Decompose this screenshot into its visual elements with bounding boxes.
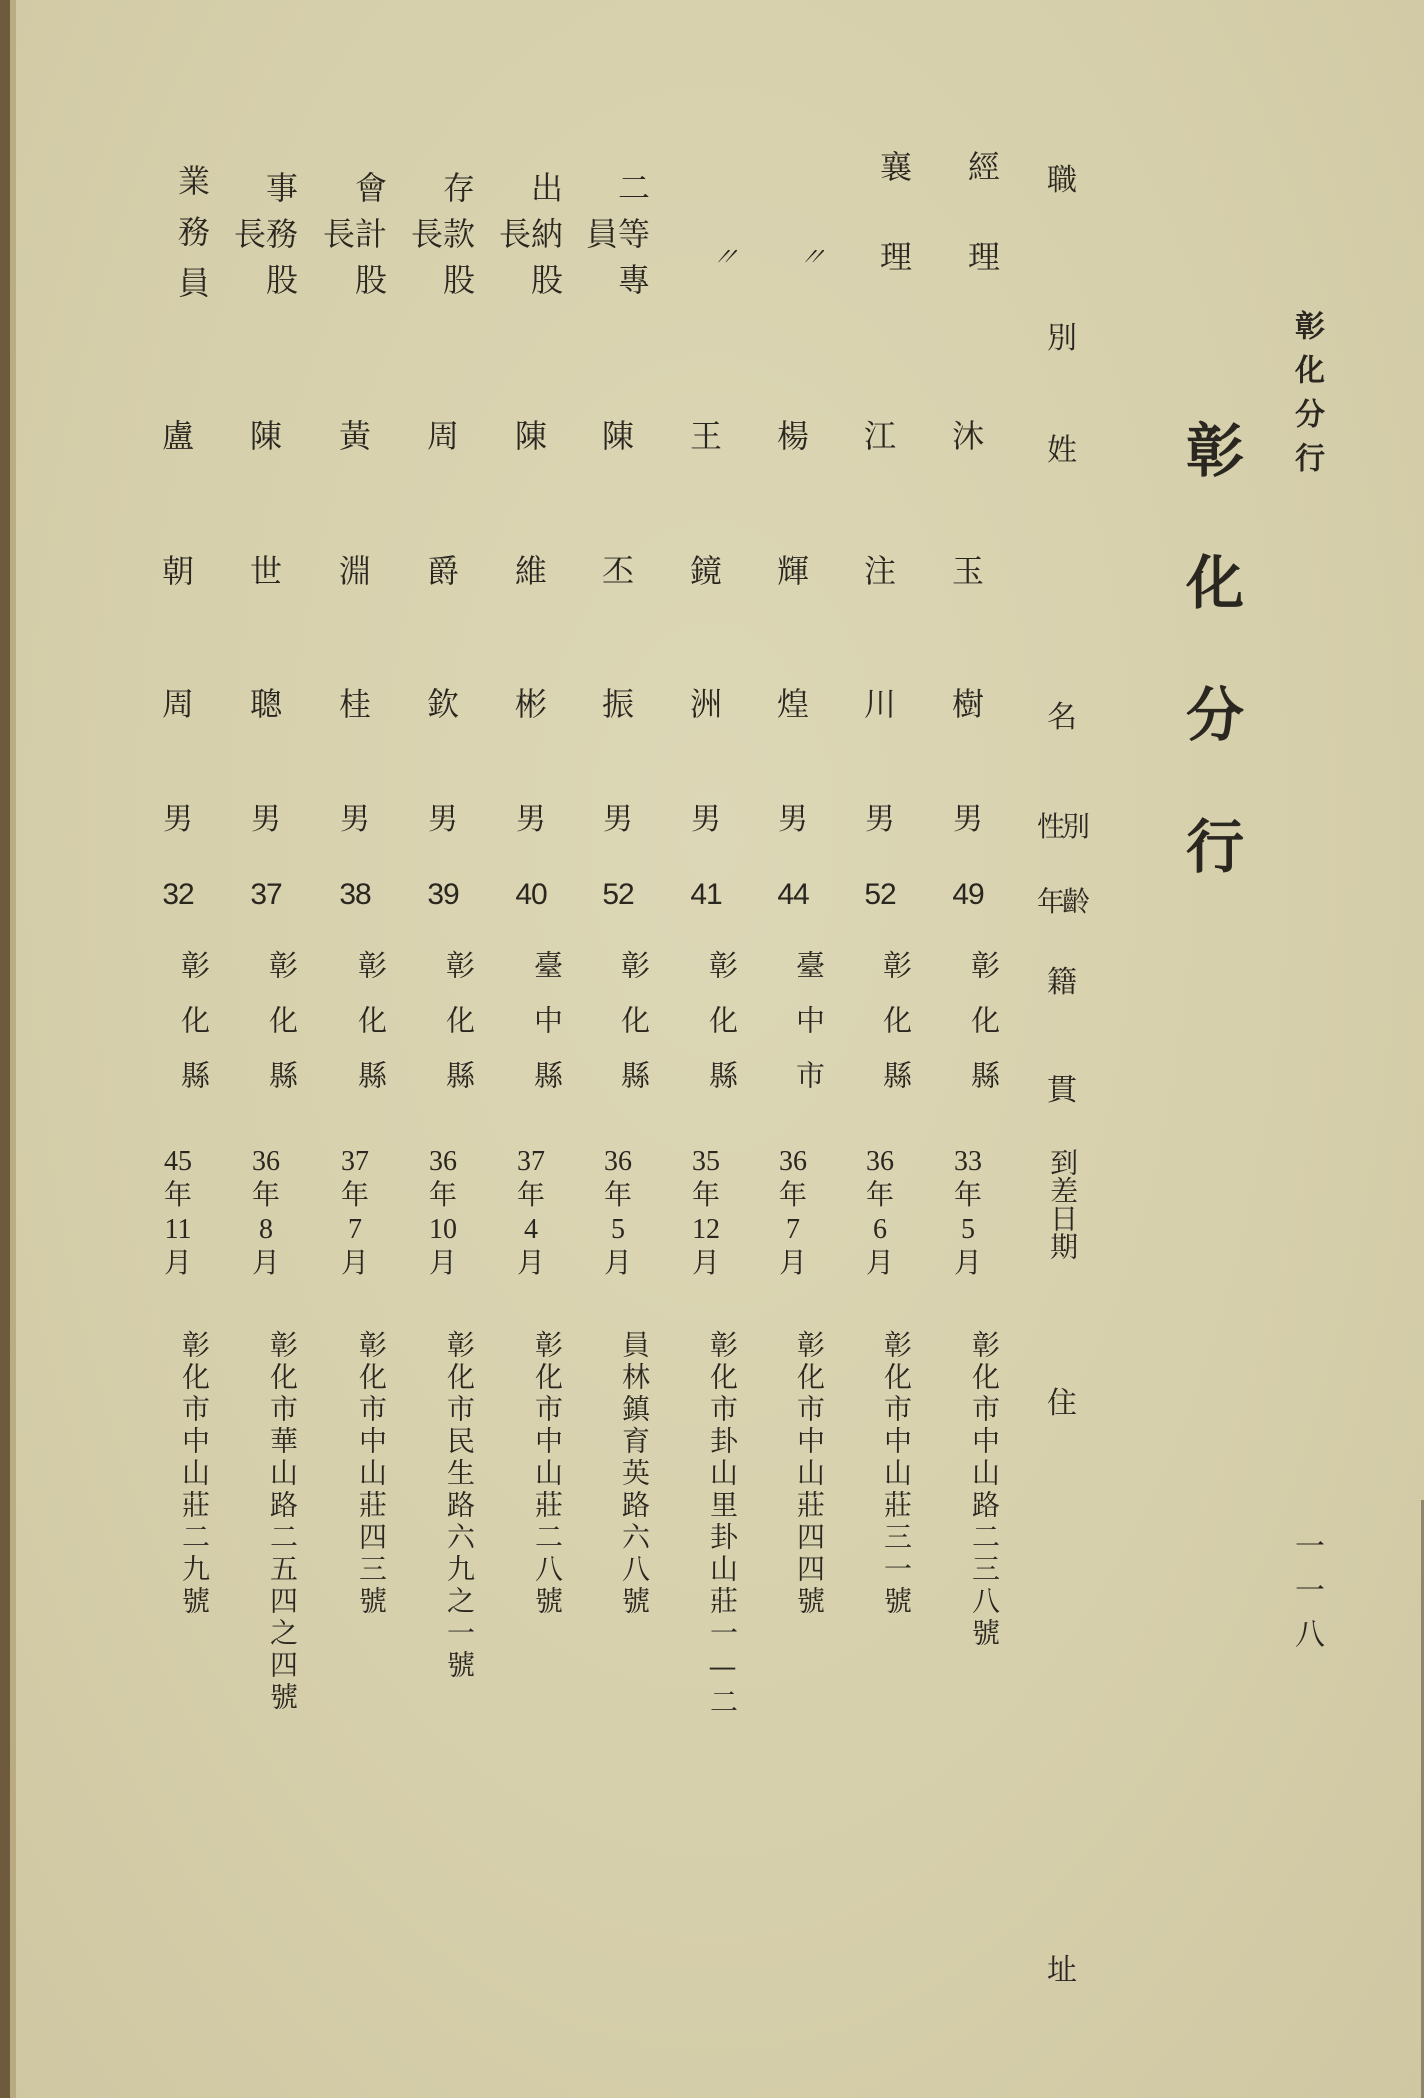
address: 彰化市中山莊四三號 [355,1330,388,1618]
age: 44 [777,878,809,911]
arrival-date: 36 年 8 月 [251,1146,280,1280]
given-name-1: 淵 [338,552,371,590]
native-place: 彰化縣 [967,950,1001,1115]
header-origin-bottom: 貫 [1047,1073,1077,1108]
given-name-1: 輝 [776,552,809,590]
surname: 周 [426,417,459,455]
native-place: 彰化縣 [705,950,739,1115]
arrival-date: 36 年 10 月 [428,1146,457,1280]
surname: 盧 [161,417,194,455]
given-name-1: 朝 [161,552,194,590]
header-name-top: 姓 [1047,433,1077,468]
age: 32 [162,878,194,911]
job-title: 二等專員 [581,171,651,309]
surname: 陳 [514,417,547,455]
native-place: 彰化縣 [265,950,299,1115]
address: 彰化市中山路二三八號 [968,1330,1001,1650]
sex: 男 [778,802,808,837]
header-age: 年齡 [1036,885,1087,918]
age: 38 [339,878,371,911]
arrival-date: 35 年 12 月 [691,1146,720,1280]
native-place: 臺中縣 [530,950,564,1115]
native-place: 彰化縣 [442,950,476,1115]
job-title: 襄理 [875,150,913,330]
book-binding-shadow [10,0,16,2098]
header-address-top: 住 [1047,1386,1077,1421]
sex: 男 [691,802,721,837]
job-title: 出納股長 [494,171,564,309]
running-header: 彰化分行 [1289,310,1324,486]
native-place: 臺中市 [792,950,826,1115]
header-sex: 性別 [1036,810,1087,843]
given-name-2: 欽 [426,685,459,723]
arrival-date: 36 年 7 月 [778,1146,807,1280]
job-title: 〃 [704,243,742,267]
header-arrival-date: 到差日期 [1046,1148,1080,1260]
sex: 男 [251,802,281,837]
given-name-1: 玉 [951,552,984,590]
arrival-date: 36 年 6 月 [865,1146,894,1280]
sex: 男 [340,802,370,837]
native-place: 彰化縣 [879,950,913,1115]
age: 39 [427,878,459,911]
arrival-date: 45 年 11 月 [163,1146,192,1280]
surname: 黃 [338,417,371,455]
address: 彰化市中山莊四四號 [793,1330,826,1618]
page-title: 彰化分行 [1176,420,1244,948]
sex: 男 [953,802,983,837]
age: 40 [515,878,547,911]
given-name-2: 聰 [249,685,282,723]
job-title: 業務員 [173,163,211,317]
address: 員林鎮育英路六八號 [618,1330,651,1618]
arrival-date: 37 年 7 月 [340,1146,369,1280]
arrival-date: 37 年 4 月 [516,1146,545,1280]
given-name-2: 桂 [338,685,371,723]
book-binding-edge [0,0,10,2098]
given-name-2: 川 [863,685,896,723]
age: 41 [690,878,722,911]
surname: 江 [863,417,896,455]
address: 彰化市中山莊二八號 [531,1330,564,1618]
job-title: 〃 [791,243,829,267]
surname: 陳 [249,417,282,455]
address: 彰化市華山路二五四之四號 [266,1330,299,1714]
job-title: 會計股長 [318,171,388,309]
job-title: 存款股長 [406,171,476,309]
address: 彰化市民生路六九之一號 [443,1330,476,1682]
age: 37 [250,878,282,911]
address: 彰化市中山莊三一號 [880,1330,913,1618]
age: 52 [602,878,634,911]
given-name-2: 煌 [776,685,809,723]
header-title-bottom: 別 [1047,321,1077,356]
native-place: 彰化縣 [617,950,651,1115]
given-name-2: 樹 [951,685,984,723]
given-name-2: 周 [161,685,194,723]
native-place: 彰化縣 [177,950,211,1115]
surname: 陳 [601,417,634,455]
header-name-bottom: 名 [1047,700,1077,735]
given-name-1: 世 [249,552,282,590]
arrival-date: 33 年 5 月 [953,1146,982,1280]
job-title: 事務股長 [229,171,299,309]
header-origin-top: 籍 [1047,965,1077,1000]
job-title: 經理 [963,150,1001,330]
sex: 男 [163,802,193,837]
surname: 沐 [951,417,984,455]
given-name-1: 爵 [426,552,459,590]
surname: 楊 [776,417,809,455]
arrival-date: 36 年 5 月 [603,1146,632,1280]
header-address-bottom: 址 [1047,1953,1077,1988]
given-name-1: 注 [863,552,896,590]
header-title-top: 職 [1047,163,1077,198]
page-number: 一一八 [1289,1530,1324,1662]
given-name-1: 維 [514,552,547,590]
sex: 男 [516,802,546,837]
sex: 男 [428,802,458,837]
address: 彰化市卦山里卦山莊一—二 [706,1330,739,1719]
given-name-1: 鏡 [689,552,722,590]
given-name-2: 振 [601,685,634,723]
given-name-2: 彬 [514,685,547,723]
native-place: 彰化縣 [354,950,388,1115]
address: 彰化市中山莊二九號 [178,1330,211,1618]
given-name-2: 洲 [689,685,722,723]
given-name-1: 丕 [601,552,634,590]
sex: 男 [603,802,633,837]
age: 49 [952,878,984,911]
age: 52 [864,878,896,911]
surname: 王 [689,417,722,455]
sex: 男 [865,802,895,837]
